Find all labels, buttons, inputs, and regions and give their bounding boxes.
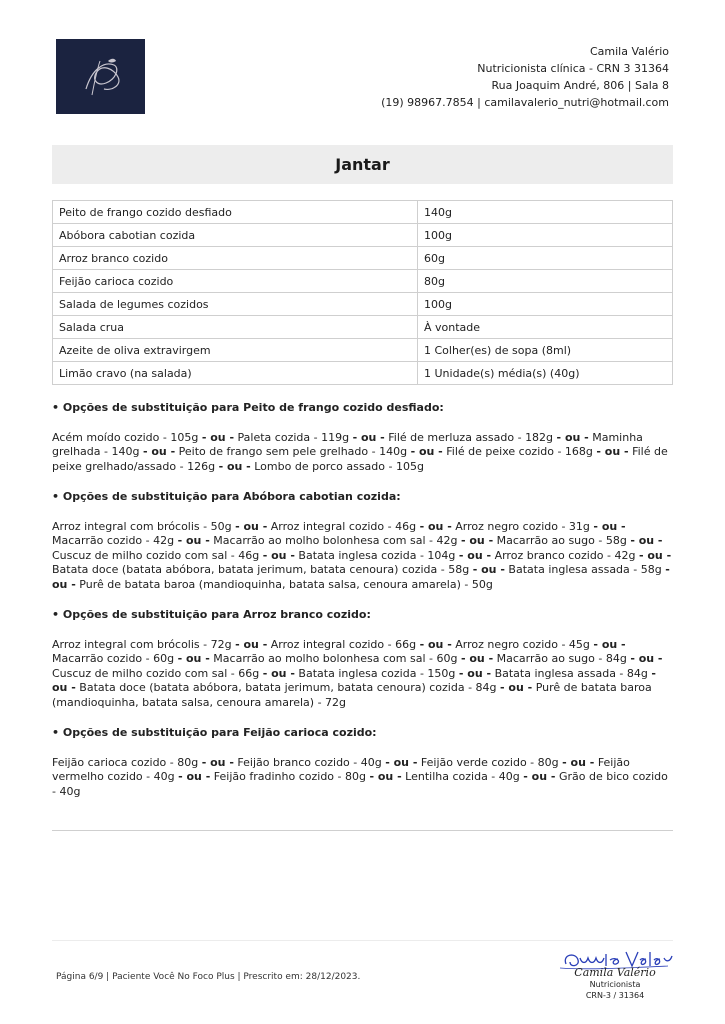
substitution-item: Peito de frango sem pele grelhado - 140g [178,445,408,458]
or-separator: - ou - [385,755,418,769]
food-name: Abóbora cabotian cozida [53,224,418,247]
substitution-item: Batata inglesa cozida - 104g [298,548,456,562]
practitioner-title: Nutricionista clínica - CRN 3 31364 [477,62,669,75]
substitution-heading: • Opções de substituição para Peito de frango cozido desfiado: [52,401,444,414]
substitution-item: Macarrão ao molho bolonhesa com sal - 60g [213,652,458,665]
substitution-item: Batata doce (batata abóbora, batata jerimum, batata cenoura) cozida - 84g [79,681,497,694]
practitioner-name: Camila Valério [589,45,669,58]
food-row [53,224,673,247]
food-name: Salada crua [53,316,418,339]
substitution-item: Macarrão cozido - 42g [52,534,175,547]
or-separator: - ou - [638,548,672,562]
food-quantity: 1 Colher(es) de sopa (8ml) [418,339,673,362]
substitution-item: Batata inglesa cozida - 150g [298,666,456,680]
substitution-heading: • Opções de substituição para Arroz branco cozido: [52,608,371,621]
substitution-item: Macarrão ao molho bolonhesa com sal - 42g [213,534,458,547]
or-separator: - ou - [142,445,176,458]
monogram-logo-icon [56,39,145,114]
or-separator: - ou - [178,770,211,783]
or-separator: - ou - [630,534,663,547]
divider [52,830,673,831]
food-quantity: À vontade [418,316,673,339]
or-separator: - ou - [458,548,492,562]
or-separator: - ou - [460,652,494,665]
or-separator: - ou - [460,534,494,547]
substitution-list [52,756,673,800]
food-name: Feijão carioca cozido [53,270,418,293]
substitution-item: Batata inglesa assada - 84g [494,666,648,680]
substitution-list [52,520,673,593]
food-quantity: 100g [418,293,673,316]
food-name: Arroz branco cozido [53,247,418,270]
or-separator: - ou - [500,681,533,694]
substitution-heading: • Opções de substituição para Abóbora cabotian cozida: [52,490,401,503]
substitution-item: Arroz negro cozido - 31g [455,519,590,533]
or-separator: - ou - [523,770,556,783]
food-row [53,293,673,316]
food-name: Azeite de oliva extravirgem [53,339,418,362]
or-separator: - ou - [596,445,629,458]
or-separator: - ou - [419,637,452,651]
substitution-item: Purê de batata baroa (mandioquinha, batata salsa, cenoura amarela) - 50g [79,577,493,591]
or-separator: - ou - [419,519,452,533]
or-separator: - ou - [369,770,402,783]
page-footer: Página 6/9 | Paciente Você No Foco Plus | Prescrito em: 28/12/2023. [56,972,361,982]
or-separator: - ou - [201,430,235,444]
substitution-heading: • Opções de substituição para Feijão carioca cozido: [52,726,377,739]
substitution-item: Feijão verde cozido - 80g [420,755,559,769]
substitution-item: Arroz integral cozido - 66g [270,637,417,651]
substitution-options [52,401,673,815]
food-name: Limão cravo (na salada) [53,362,418,385]
food-row [53,316,673,339]
or-separator: - ou - [177,652,210,665]
substitution-item: Maminha grelhada - 140g [52,430,643,458]
or-separator: - ou - [593,637,626,651]
or-separator: - ou - [593,519,626,533]
or-separator: - ou - [562,755,595,769]
substitution-item: Feijão carioca cozido - 80g [52,755,199,769]
substitution-item: Lentilha cozida - 40g [405,770,520,783]
substitution-item: Arroz integral com brócolis - 72g [52,637,232,651]
substitution-item: Batata inglesa assada - 58g [508,563,662,576]
food-quantity: 80g [418,270,673,293]
or-separator: - ou - [235,519,268,533]
food-quantity: 1 Unidade(s) média(s) (40g) [418,362,673,385]
signature-crn: CRN-3 / 31364 [585,991,645,1000]
substitution-item: Batata doce (batata abóbora, batata jerimum, batata cenoura) cozida - 58g [52,563,470,576]
substitution-item: Filé de peixe cozido - 168g [446,445,593,458]
meal-title: Jantar [52,145,673,184]
substitution-item: Cuscuz de milho cozido com sal - 46g [52,548,260,562]
substitution-item: Purê de batata baroa (mandioquinha, batata salsa, cenoura amarela) - 72g [52,681,652,709]
substitution-item: Arroz negro cozido - 45g [455,637,590,651]
food-quantity: 100g [418,224,673,247]
food-row [53,247,673,270]
food-name: Salada de legumes cozidos [53,293,418,316]
substitution-list [52,431,673,475]
footer-divider [52,940,673,941]
substitution-item: Arroz integral com brócolis - 50g [52,519,232,533]
substitution-item: Filé de peixe grelhado/assado - 126g [52,445,668,473]
or-separator: - ou - [218,459,251,473]
substitution-item: Macarrão ao sugo - 58g [496,534,627,547]
food-row [53,362,673,385]
substitution-item: Lombo de porco assado - 105g [254,459,424,473]
or-separator: - ou - [556,430,589,444]
or-separator: - ou - [201,755,234,769]
substitution-item: Filé de merluza assado - 182g [388,430,554,444]
or-separator: - ou - [262,666,295,680]
food-name: Peito de frango cozido desfiado [53,201,418,224]
substitution-item: Arroz branco cozido - 42g [494,548,636,562]
substitution-item: Paleta cozida - 119g [237,430,350,444]
or-separator: - ou - [177,534,210,547]
food-row [53,201,673,224]
or-separator: - ou - [410,445,443,458]
or-separator: - ou - [52,666,656,694]
substitution-item: Macarrão cozido - 60g [52,652,175,665]
substitution-item: Macarrão ao sugo - 84g [496,652,627,665]
signature-role: Nutricionista [589,980,641,989]
signature-stamp [556,946,674,1008]
or-separator: - ou - [235,637,268,651]
food-row [53,339,673,362]
signature-name: Camila Valério [574,966,656,979]
food-quantity: 60g [418,247,673,270]
substitution-list [52,638,673,711]
or-separator: - ou - [472,563,505,576]
or-separator: - ou - [262,548,295,562]
practitioner-address: Rua Joaquim André, 806 | Sala 8 [491,79,669,92]
or-separator: - ou - [630,652,663,665]
or-separator: - ou - [52,563,670,591]
substitution-item: Feijão vermelho cozido - 40g [52,755,630,783]
food-table [52,200,673,385]
food-quantity: 140g [418,201,673,224]
practitioner-phone-email: (19) 98967.7854 | camilavalerio_nutri@hotmail.com [381,96,669,109]
or-separator: - ou - [352,430,385,444]
substitution-item: Cuscuz de milho cozido com sal - 66g [52,666,260,680]
substitution-item: Grão de bico cozido - 40g [52,770,668,798]
food-row [53,270,673,293]
substitution-item: Feijão fradinho cozido - 80g [213,770,366,783]
or-separator: - ou - [458,666,492,680]
practitioner-contact [381,43,669,111]
substitution-item: Acém moído cozido - 105g [52,430,199,444]
substitution-item: Arroz integral cozido - 46g [270,519,417,533]
substitution-item: Feijão branco cozido - 40g [237,755,382,769]
